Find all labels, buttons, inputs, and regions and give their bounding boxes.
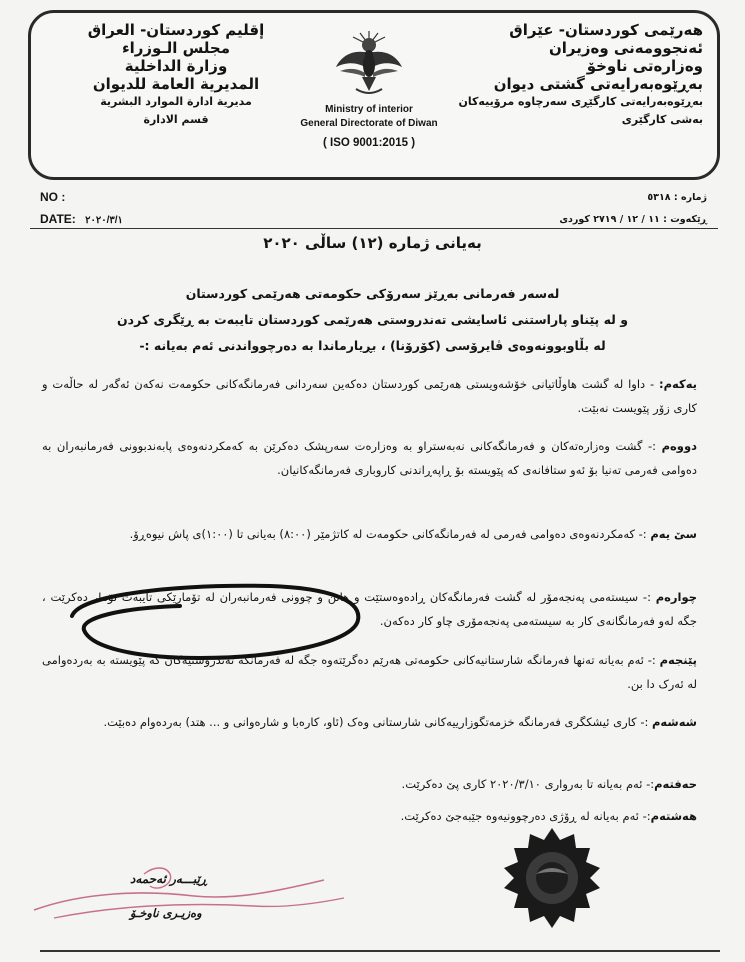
intro-line-1: لەسەر فەرمانی بەڕێز سەرۆکی حکومەتی هەرێمی کوردستان <box>185 286 560 301</box>
ar-ministry: وزارة الداخلية <box>124 57 228 75</box>
paragraph-6 <box>42 710 697 734</box>
eagle-emblem-icon <box>332 27 406 99</box>
ku-ministry: وەزارەتی ناوخۆ <box>586 57 703 75</box>
ku-council: ئەنجوومەنی وەزیران <box>548 39 703 57</box>
signatory-title: وەزیـری ناوخـۆ <box>130 906 202 920</box>
ar-region: إقليم كوردستان- العراق <box>87 21 265 39</box>
ku-region: هەرێمی کوردستان- عێراق <box>509 21 703 39</box>
signatory-name: ڕێبـــەر ئەحمەد <box>130 872 208 886</box>
intro-line-2: و لە پێناو پاراستنی ئاسایشی تەندروستی هەرێمی کوردستان تایبەت بە ڕێگری کردن <box>117 312 628 327</box>
kurdish-date: ڕێکەوت : ١١ / ١٢ / ٢٧١٩ کوردی <box>559 214 707 225</box>
letterhead-emblem-block <box>289 27 449 149</box>
paragraph-3-text: :- کەمکردنەوەی دەوامی فەرمی لە فەرمانگەکانی حکومەت لە کاتژمێر (٨:٠٠) بەیانی تا (١:٠٠)ی پاش نیوەڕۆ. <box>129 527 651 541</box>
ku-directorate: بەڕێوەبەرایەتی گشتی دیوان <box>493 75 703 93</box>
paragraph-7 <box>42 772 697 796</box>
intro-line-3: لە بڵاوبوونەوەی ڤایرۆسی (کۆرۆنا) ، بڕیارماندا بە دەرچوواندنی ئەم بەیانە :- <box>139 338 606 353</box>
paragraph-2-label: دووەم <box>661 439 697 453</box>
paragraph-7-text: :- ئەم بەیانە تا بەرواری ٢٠٢٠/٣/١٠ کاری پێ دەکرێت. <box>401 777 655 791</box>
ku-admin-section: بەشی کارگێری <box>621 112 703 126</box>
statement-title: بەیانی ژمارە (١٢) ساڵی ٢٠٢٠ <box>263 234 482 252</box>
paragraph-5-label: پێنجەم <box>659 653 697 667</box>
header-divider <box>30 228 718 229</box>
paragraph-2 <box>42 434 697 482</box>
paragraph-3-label: سێ یەم <box>650 527 697 541</box>
paragraph-2-text: :- گشت وەزارەتەکان و فەرمانگەکانی نەبەستراو بە وەزارەت سەرپشک دەکرێن بە کەمکردنەوەی پابەندبوونی فەرمانبەران بە دەوامی فەرمی تەنیا بۆ ئەو ستافانەی کە پێویستە بۆ ڕاپەڕاندنی کاروباری فەرمانگەکانیان. <box>42 439 697 477</box>
letterhead <box>28 10 720 180</box>
date-value: ٢٠٢٠/٣/١ <box>85 215 123 226</box>
date-label: DATE: <box>40 212 76 226</box>
paragraph-6-text: :- کاری ئیشکگری فەرمانگە خزمەتگوزارییەکانی شارستانی وەک (ئاو، کارەبا و شارەوانی و ... هتد) بەردەوام دەبێت. <box>103 715 652 729</box>
paragraph-5-text: :- ئەم بەیانە تەنها فەرمانگە شارستانیەکانی حکومەتی هەرێم دەگرێتەوە جگە لە فەرمانگە تەندروستیەکان کە پێویستە بە بەردەوامی لە ئەرک دا بن. <box>42 653 697 691</box>
paragraph-4-text: :- سیستەمی پەنجەمۆر لە گشت فەرمانگەکان ڕادەوەستێت و هاتن و چوونی فەرمانبەران لە تۆمارێکی تایبەت تۆمار دەکرێت ، جگە لەو فەرمانگانەی کار بە سیستەمی پەنجەمۆری چاو کار دەکەن. <box>42 590 697 628</box>
ar-council: مجلس الـوزراء <box>121 39 231 57</box>
paragraph-7-label: حەفتەم <box>654 777 697 791</box>
paragraph-1 <box>42 372 697 420</box>
official-seal-icon <box>492 826 612 930</box>
paragraph-3 <box>42 522 697 546</box>
handwritten-circle-annotation <box>60 578 370 666</box>
paragraph-6-label: شەشەم <box>652 715 697 729</box>
date-line <box>40 212 123 226</box>
ku-hr-directorate: بەڕێوەبەرایەتی کارگێڕی سەرچاوە مرۆییەکان <box>458 95 703 108</box>
paragraph-4-label: چوارەم <box>655 590 697 604</box>
ar-directorate: المديرية العامة للديوان <box>92 75 260 93</box>
footer-divider <box>40 950 720 952</box>
paragraph-8 <box>42 804 697 828</box>
paragraph-8-label: هەشتەم <box>650 809 697 823</box>
directorate-english: General Directorate of Diwan <box>300 118 438 129</box>
letterhead-arabic <box>61 21 291 128</box>
iso-label: ( ISO 9001:2015 ) <box>322 137 416 149</box>
paragraph-1-label: یەکەم: <box>659 377 697 391</box>
no-label: NO : <box>40 190 66 204</box>
paragraph-1-text: - داوا لە گشت هاوڵاتیانی خۆشەویستی هەرێمی کوردستان دەکەین سەردانی فەرمانگەکانی حکومەت نەکەن ئەگەر لە حاڵەت و کاری زۆر پێویست نەبێت. <box>42 377 697 415</box>
ar-admin-section: قسم الادارة <box>143 112 209 126</box>
ministry-english: Ministry of interior <box>325 104 413 115</box>
ar-hr-directorate: مديرية ادارة الموارد البشرية <box>100 95 252 108</box>
letterhead-kurdish <box>458 21 703 128</box>
kurdish-number: ژمارە : ٥٣١٨ <box>647 192 707 203</box>
paragraph-8-text: :- ئەم بەیانە لە ڕۆژی دەرچوونیەوە جێبەجێ دەکرێت. <box>400 809 651 823</box>
